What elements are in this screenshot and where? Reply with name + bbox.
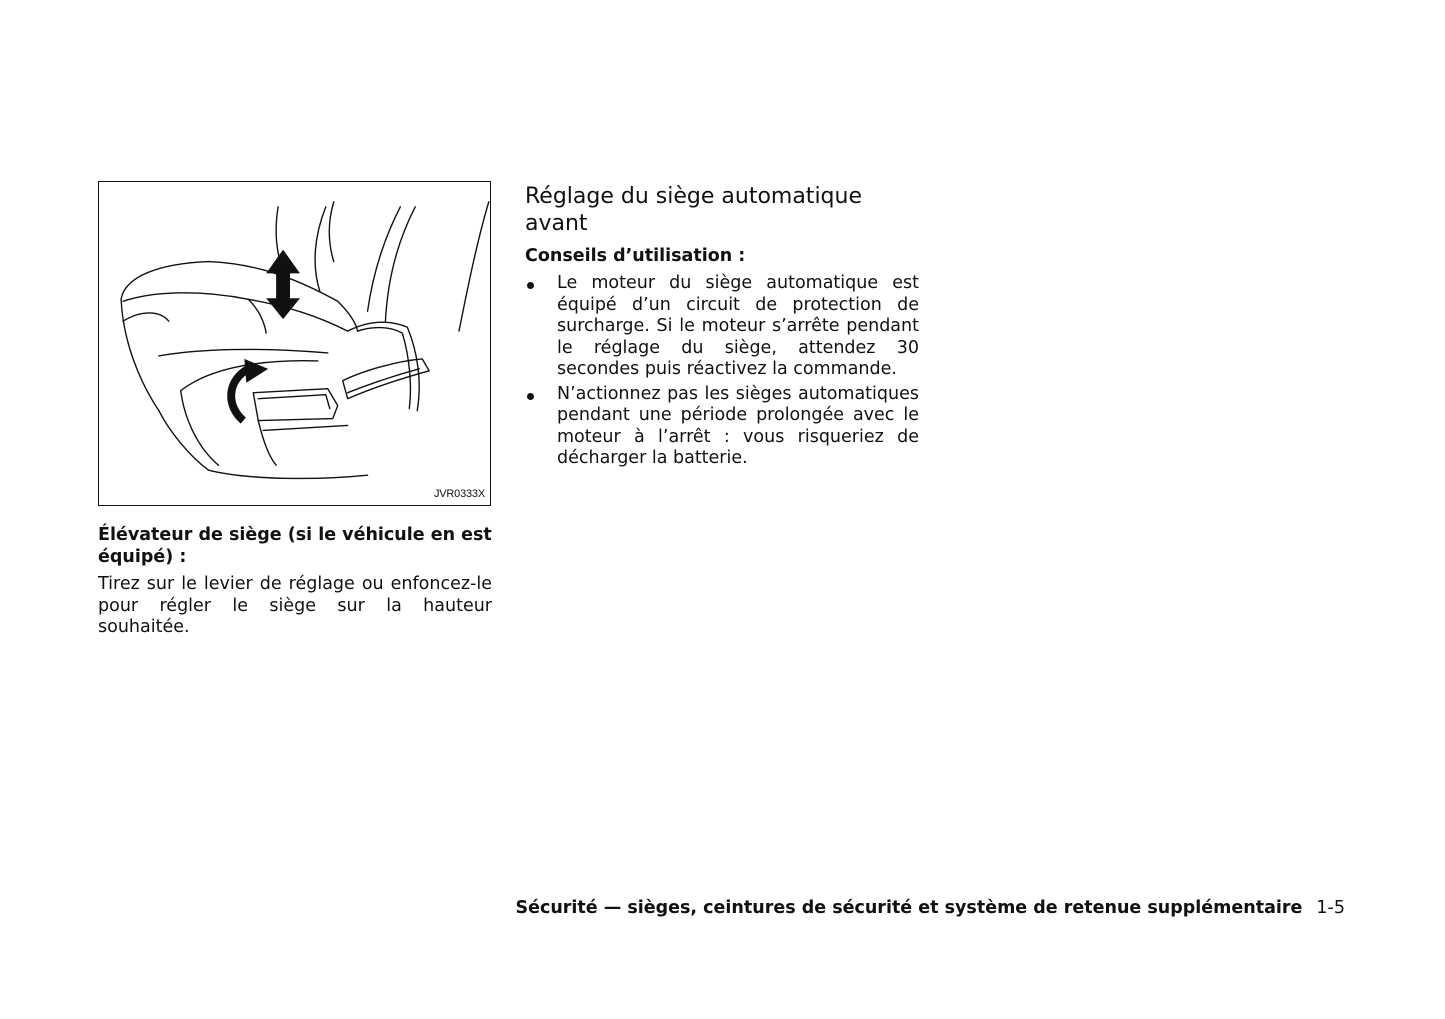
left-column [98,524,492,639]
seatback-line-6 [329,202,333,262]
section-title: Réglage du siège automatique avant [525,184,862,236]
list-item-text: Le moteur du siège automatique est équipé d’un circuit de protection de surcharge. Si le moteur s’arrête pendant le réglage du siège, attendez 30 secondes puis réactivez la commande. [557,273,919,379]
seatback-line-2 [315,207,326,291]
figure-code: JVR0333X [434,488,485,500]
cushion-top [121,262,358,332]
cushion-bottom [159,349,328,356]
tips-list [525,273,919,470]
curved-arrow-icon [231,359,268,421]
bullet-icon [527,282,534,289]
cushion-seam [123,293,348,331]
list-item [525,384,919,470]
cushion-seam-2 [248,299,266,333]
seatback-line-4 [385,207,415,321]
bullet-icon [527,393,534,400]
lever [253,389,337,421]
seatback-line-5 [459,202,489,331]
tips-heading: Conseils d’utilisation : [525,246,746,266]
page-number: 1-5 [1316,898,1345,918]
seat-illustration [99,182,490,505]
right-column [525,183,919,473]
seat-lifter-figure [98,181,491,506]
seat-lifter-heading: Élévateur de siège (si le véhicule en est équipé) : [98,525,492,567]
up-down-arrow-icon [266,250,300,320]
list-item-text: N’actionnez pas les sièges automatiques pendant une période prolongée avec le moteur à l’arrêt : vous risqueriez de décharger la batterie. [557,383,919,468]
page-footer [515,897,1345,919]
seat-lifter-paragraph: Tirez sur le levier de réglage ou enfoncez-le pour régler le siège sur la hauteur souhaitée. [98,574,492,637]
footer-chapter-title: Sécurité — sièges, ceintures de sécurité et système de retenue supplémentaire [515,898,1303,918]
list-item [525,273,919,381]
cushion-front [121,299,159,410]
